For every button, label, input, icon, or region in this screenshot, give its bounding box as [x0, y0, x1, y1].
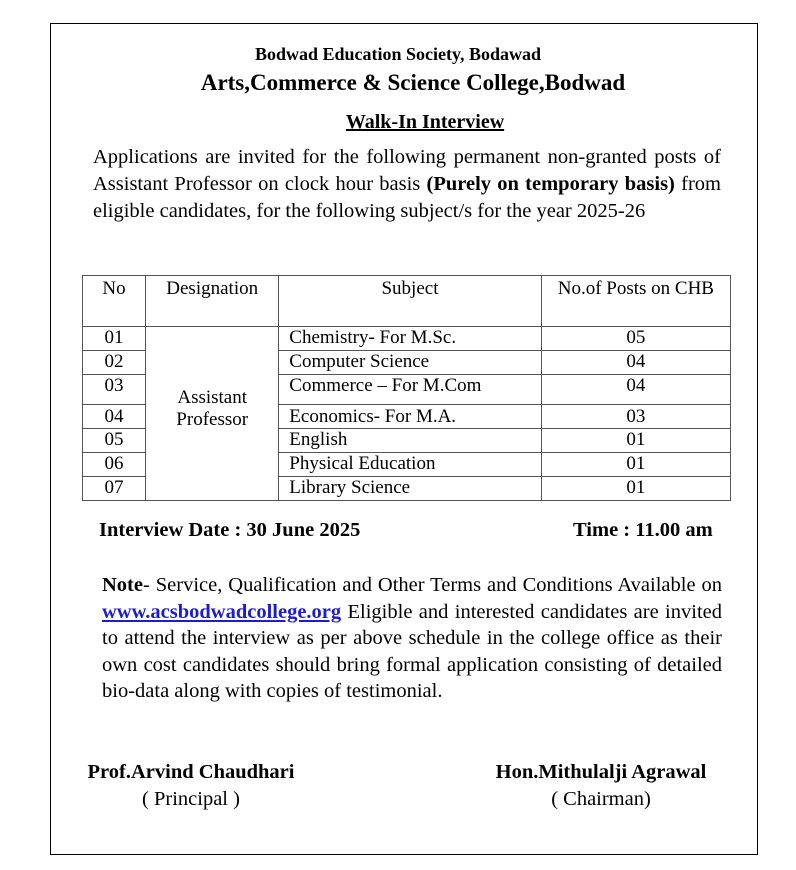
header-designation: Designation	[146, 276, 279, 327]
row-posts: 05	[541, 327, 730, 351]
row-subject: Library Science	[279, 477, 541, 501]
society-name: Bodwad Education Society, Bodawad	[254, 44, 542, 64]
header-posts: No.of Posts on CHB	[541, 276, 730, 327]
principal-role: ( Principal )	[142, 788, 240, 810]
row-posts: 04	[541, 351, 730, 375]
row-subject: Commerce – For M.Com	[279, 375, 541, 405]
note-label: Note	[102, 574, 143, 596]
row-no: 03	[83, 375, 146, 405]
row-subject: Computer Science	[279, 351, 541, 375]
header-no: No	[83, 276, 146, 327]
principal-name: Prof.Arvind Chaudhari	[87, 761, 295, 783]
row-posts: 01	[541, 477, 730, 501]
note-text-1: - Service, Qualification and Other Terms and Conditions Available on	[142, 574, 722, 596]
intro-text-1: Applications are invited for the following permanent non-granted posts of Assistant Professor on clock hour basis	[93, 146, 721, 195]
row-subject: Physical Education	[279, 453, 541, 477]
row-posts: 01	[541, 429, 730, 453]
row-no: 07	[83, 477, 146, 501]
chairman-signature	[470, 759, 732, 813]
row-no: 04	[83, 405, 146, 429]
row-posts: 04	[541, 375, 730, 405]
note-text-2: Eligible and interested candidates are invited to attend the interview as per above schedule in the college office as their own cost candidates should bring formal application consisting of detailed bio-data along with copies of testimonial.	[102, 600, 722, 702]
intro-bold-text: (Purely on temporary basis)	[426, 173, 675, 195]
note-paragraph	[102, 572, 722, 705]
row-no: 05	[83, 429, 146, 453]
row-posts: 01	[541, 453, 730, 477]
intro-text-2: from eligible candidates, for the following subject/s for the year 2025-26	[93, 173, 721, 222]
intro-paragraph	[93, 144, 721, 225]
row-no: 02	[83, 351, 146, 375]
row-subject: English	[279, 429, 541, 453]
interview-date: Interview Date : 30 June 2025	[99, 519, 361, 541]
college-website-link[interactable]: www.acsbodwadcollege.org	[102, 600, 342, 623]
chairman-role: ( Chairman)	[551, 788, 651, 810]
header-subject: Subject	[279, 276, 541, 327]
notice-heading: Walk-In Interview	[345, 111, 505, 133]
college-name: Arts,Commerce & Science College,Bodwad	[200, 70, 626, 95]
row-posts: 03	[541, 405, 730, 429]
table-header-row	[83, 276, 731, 327]
table-row	[83, 327, 731, 351]
row-subject: Economics- For M.A.	[279, 405, 541, 429]
interview-time: Time : 11.00 am	[573, 519, 713, 541]
row-no: 01	[83, 327, 146, 351]
designation-cell: Assistant Professor	[146, 327, 279, 501]
posts-table	[82, 275, 731, 501]
chairman-name: Hon.Mithulalji Agrawal	[495, 761, 707, 783]
row-subject: Chemistry- For M.Sc.	[279, 327, 541, 351]
row-no: 06	[83, 453, 146, 477]
principal-signature	[66, 759, 316, 813]
